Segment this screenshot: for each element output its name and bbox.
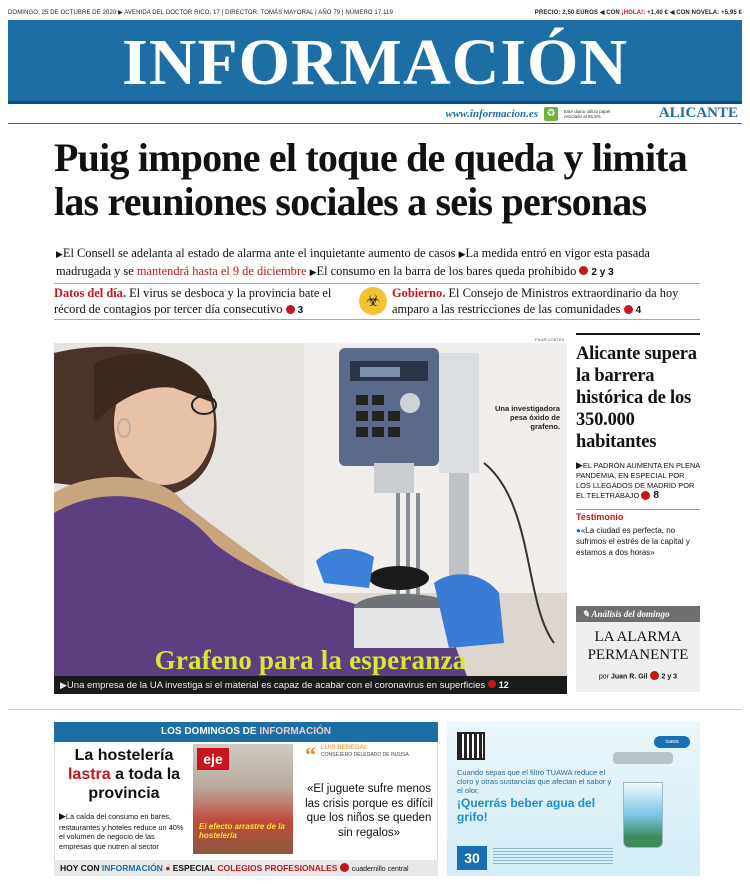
testimony-quote: ●«La ciudad es perfecta, no sufrimos el estrés de la capital y estamos a dos horas» [576, 526, 690, 557]
masthead-subbar [8, 104, 742, 124]
ad-slogan: ¡Querrás beber agua del grifo! [457, 796, 596, 824]
water-filter-ad[interactable] [447, 722, 700, 876]
divider [576, 333, 700, 335]
supplement-footer: HOY CON INFORMACIÓN ● ESPECIAL COLEGIOS PROFESIONALES cuadernillo central [54, 860, 438, 876]
qr-code-icon [457, 732, 485, 760]
virus-icon: ☣ [354, 284, 392, 318]
water-glass-image [623, 782, 663, 848]
briefs-strip [54, 283, 700, 320]
sidebar-subhead: ▶EL PADRÓN AUMENTA EN PLENA PANDEMIA, EN ESPECIAL POR LOS LLEGADOS DE MADRID POR EL TELETRABAJO 8 [576, 461, 700, 501]
supplement-body [54, 742, 438, 860]
sidebar-headline[interactable]: Alicante supera la barrera histórica de los 350.000 habitantes [576, 344, 697, 452]
tap-icon [613, 752, 673, 764]
testimony-label: Testimonio [576, 509, 700, 522]
masthead [8, 20, 742, 104]
arrow-icon: ▶ [458, 250, 466, 260]
page-pointer-icon [488, 680, 496, 688]
magazine-logo: eje [197, 748, 229, 770]
photo-illustration [54, 343, 567, 694]
arrow-icon: ▶ [60, 681, 67, 691]
photo-title[interactable]: Grafeno para la esperanza [154, 645, 467, 675]
analysis-byline: por Juan R. Gil 2 y 3 [576, 672, 700, 681]
sunday-supplement [54, 722, 438, 876]
ad-price: 30 [457, 846, 487, 870]
date-address: DOMINGO, 25 DE OCTUBRE DE 2020 ▶ AVENIDA DEL DOCTOR RICO, 17 | DIRECTOR: TOMÁS MAYORAL | AÑO 79 | NÚMERO 17.119 [8, 9, 393, 16]
magazine-cover[interactable] [193, 744, 293, 854]
analysis-tag: ✎ Análisis del domingo [576, 606, 700, 622]
page-ref: 2 y 3 [591, 266, 614, 278]
analysis-box[interactable] [576, 606, 700, 692]
interview-quote[interactable]: «El juguete sufre menos las crisis porque es difícil que los niños se queden sin regalos» [305, 783, 433, 839]
photo-side-caption: Una investigadora pesa óxido de grafeno. [494, 404, 560, 431]
magazine-title: El efecto arrastre de la hostelería [199, 822, 285, 840]
lab-photo[interactable] [54, 343, 567, 694]
lead-headline[interactable]: Puig impone el toque de queda y limita las reuniones sociales a seis personas [54, 135, 687, 224]
page-pointer-icon [286, 305, 295, 314]
interviewee: LUIS BEBEGAL CONSEJERO DELEGADO DE INJUSA [321, 744, 409, 758]
brief-datos[interactable]: Datos del día. El virus se desboca y la provincia bate el récord de contagios por tercer día consecutivo 3 [54, 286, 332, 316]
pen-icon: ✎ [582, 609, 592, 619]
arrow-icon: ▶ [309, 267, 317, 278]
page-pointer-icon [340, 863, 349, 872]
lead-deck: ▶El Consell se adelanta al estado de alarma ante el inquietante aumento de casos ▶La medida entró en vigor esta pasada madrugada y se mantendrá hasta el 9 de diciembre ▶El consumo en la barra de los bares queda prohibido 2 y 3 [56, 246, 650, 278]
arrow-icon: ▶ [56, 250, 63, 260]
photo-credit: PILAR CORTÉS [535, 337, 565, 342]
analysis-title: LA ALARMA PERMANENTE [587, 629, 689, 663]
section-divider [8, 709, 742, 710]
arrow-icon: ▶ [576, 461, 583, 471]
newspaper-title: INFORMACIÓN [122, 26, 628, 99]
ad-text: Cuando sepas que el filtro TUAWA reduce el cloro y otras sustancias que afectan el sabor y el olor, [457, 768, 612, 795]
page-pointer-icon [650, 671, 659, 680]
photo-caption: ▶Una empresa de la UA investiga si el material es capaz de acabar con el coronavirus en superficies 12 [54, 676, 567, 694]
supplement-header: LOS DOMINGOS DE INFORMACIÓN [54, 722, 438, 742]
page-pointer-icon [641, 491, 650, 500]
supplement-headline[interactable]: La hostelería lastra a toda la provincia [67, 747, 181, 802]
brief-gobierno[interactable]: Gobierno. El Consejo de Ministros extraordinario da hoy amparo a las restricciones de las comunidades 4 [392, 286, 679, 316]
ad-brand: tuawa [654, 736, 690, 748]
top-info-line [8, 6, 742, 18]
website-link[interactable]: www.informacion.es [445, 107, 538, 120]
quote-icon: “ [305, 742, 316, 767]
arrow-icon: ▶ [59, 812, 66, 822]
price-info: PRECIO: 2,50 EUROS ◀ CON ¡HOLA!: +1,40 € ◀ CON NOVELA: +5,95 € [534, 9, 742, 16]
recycled-paper-note: Este diario utiliza papel reciclado al 85,5% [564, 108, 611, 119]
page-pointer-icon [624, 305, 633, 314]
sidebar-story [576, 333, 700, 558]
supplement-text: ▶La caída del consumo en bares, restaurantes y hoteles reduce un 40% el volumen de negocio de las empresas que nutren al sector [59, 812, 184, 851]
recycle-icon: ♻ [544, 107, 558, 121]
ad-fine-print [493, 848, 613, 866]
edition-label: ALICANTE [658, 105, 738, 121]
page-pointer-icon [579, 266, 588, 275]
